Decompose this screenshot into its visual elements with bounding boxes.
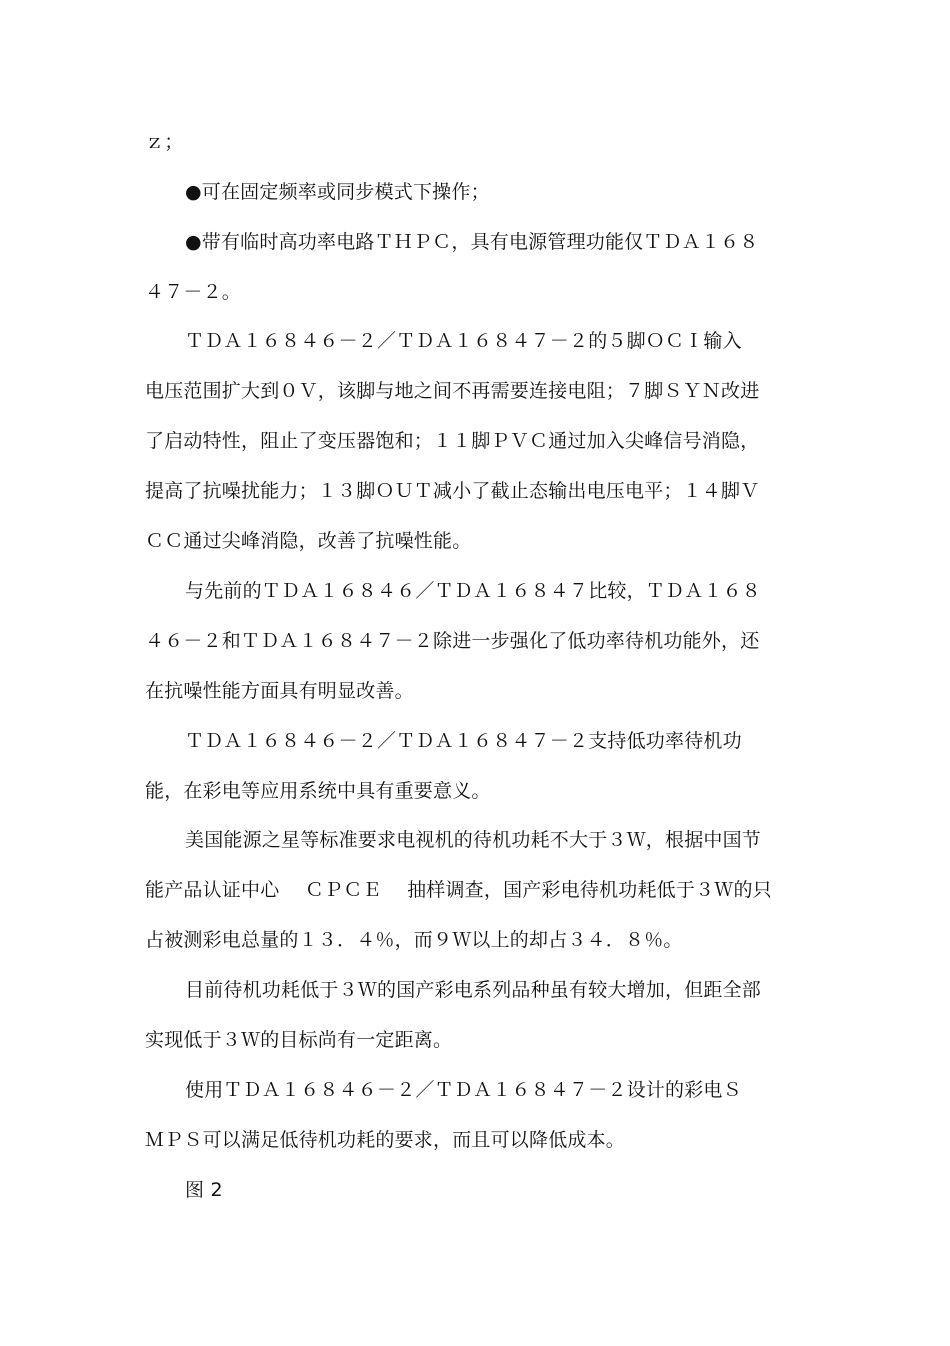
- text-line: 电压范围扩大到０Ｖ，该脚与地之间不再需要连接电阻；７脚ＳＹＮ改进: [145, 380, 760, 402]
- text-line: 在抗噪性能方面具有明显改善。: [145, 680, 414, 702]
- text-line: ｚ；: [145, 131, 184, 153]
- text-line: ４７－２。: [145, 281, 242, 303]
- text-line: ＣＣ通过尖峰消隐，改善了抗噪性能。: [145, 530, 472, 552]
- bullet-line: ●带有临时高功率电路ＴＨＰＣ，具有电源管理功能仅ＴＤＡ１６８: [185, 231, 759, 253]
- paragraph-first-line: 美国能源之星等标准要求电视机的待机功耗不大于３Ｗ，根据中国节: [185, 829, 762, 851]
- text-line: 实现低于３Ｗ的目标尚有一定距离。: [145, 1029, 453, 1051]
- text-line: 提高了抗噪扰能力；１３脚ＯＵＴ减小了截止态输出电压电平；１４脚Ｖ: [145, 480, 760, 502]
- paragraph-first-line: 与先前的ＴＤＡ１６８４６／ＴＤＡ１６８４７比较，ＴＤＡ１６８: [185, 580, 762, 602]
- text-line: 了启动特性，阻止了变压器饱和；１１脚ＰＶＣ通过加入尖峰信号消隐，: [145, 430, 760, 452]
- bullet-line: ●可在固定频率或同步模式下操作；: [185, 181, 490, 203]
- paragraph-first-line: 目前待机功耗低于３Ｗ的国产彩电系列品种虽有较大增加，但距全部: [185, 979, 762, 1001]
- figure-caption: 图 2: [185, 1179, 223, 1201]
- text-line: 能，在彩电等应用系统中具有重要意义。: [145, 780, 491, 802]
- paragraph-first-line: ＴＤＡ１６８４６－２／ＴＤＡ１６８４７－２支持低功率待机功: [185, 730, 742, 752]
- text-line: ４６－２和ＴＤＡ１６８４７－２除进一步强化了低功率待机功能外，还: [145, 630, 760, 652]
- paragraph-first-line: ＴＤＡ１６８４６－２／ＴＤＡ１６８４７－２的５脚ＯＣＩ输入: [185, 330, 742, 352]
- text-line: 能产品认证中心 ＣＰＣＥ 抽样调查，国产彩电待机功耗低于３Ｗ的只: [145, 879, 772, 901]
- text-line: 占被测彩电总量的１３．４％，而９Ｗ以上的却占３４．８％。: [145, 929, 683, 951]
- paragraph-first-line: 使用ＴＤＡ１６８４６－２／ＴＤＡ１６８４７－２设计的彩电Ｓ: [185, 1079, 742, 1101]
- text-line: ＭＰＳ可以满足低待机功耗的要求，而且可以降低成本。: [145, 1129, 626, 1151]
